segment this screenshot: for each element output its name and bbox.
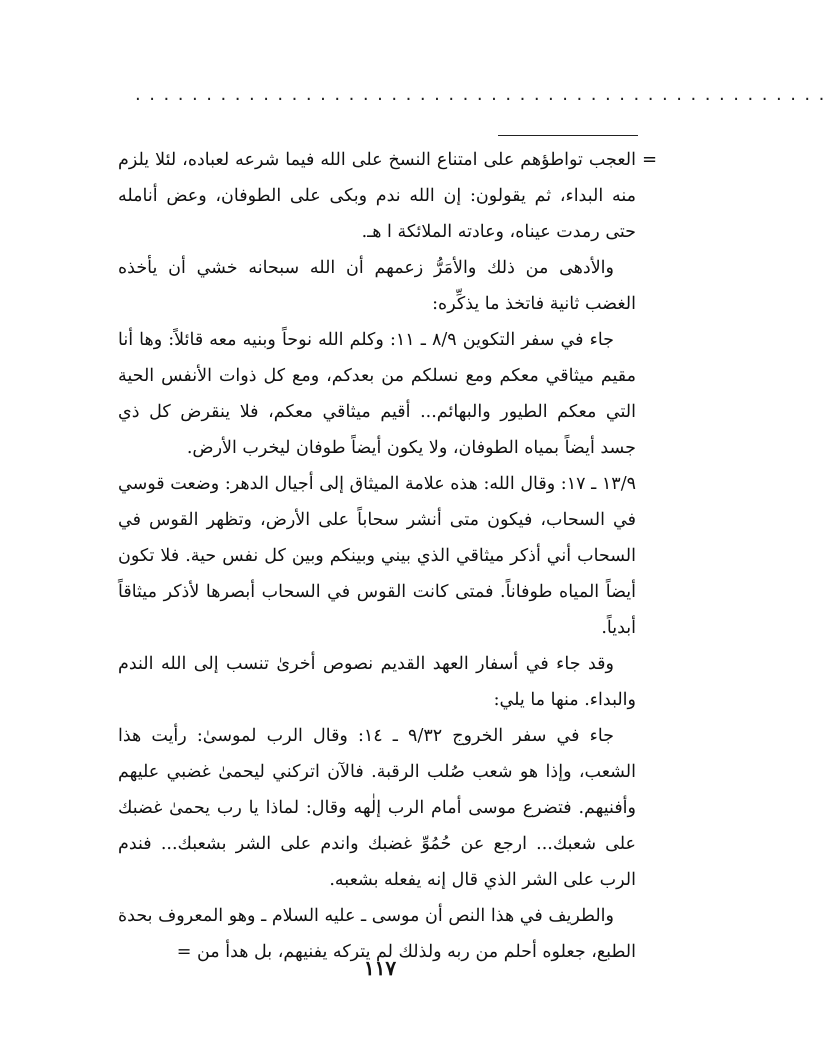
paragraph: والطريف في هذا النص أن موسى ـ عليه السلام ـ وهو المعروف بحدة الطبع، جعلوه أحلم من ربه ولذلك لم يتركه يفنيهم، بل هدأ من = — [118, 906, 636, 962]
footnote-continuation-marker: = — [642, 149, 658, 170]
paragraph: والأدهى من ذلك والأمَرُّ زعمهم أن الله سبحانه خشي أن يأخذه الغضب ثانية فاتخذ ما يذكِّره: — [118, 258, 636, 314]
paragraph: العجب تواطؤهم على امتناع النسخ على الله فيما شرعه لعباده، لئلا يلزم منه البداء، ثم يقولون: إن الله ندم وبكى على الطوفان، وعض أنامله حتى رمدت عيناه، وعادته الملائكة ا هـ. — [118, 150, 636, 242]
paragraph: جاء في سفر الخروج ٩/٣٢ ـ ١٤: وقال الرب لموسىٰ: رأيت هذا الشعب، وإذا هو شعب صُلب الرقبة. فالآن اتركني ليحمىٰ غضبي عليهم وأفنيهم. فتضرع موسى أمام الرب إلٰهه وقال: لماذا يا رب يحمىٰ غضبك على شعبك... ارجع عن حُمُوِّ غضبك واندم على الشر بشعبك... فندم الرب على الشر الذي قال إنه يفعله بشعبه. — [118, 726, 636, 890]
page-number: ١١٧ — [363, 956, 397, 980]
paragraph: جاء في سفر التكوين ٨/٩ ـ ١١: وكلم الله نوحاً وبنيه معه قائلاً: وها أنا مقيم ميثاقي معكم ومع نسلكم من بعدكم، ومع كل ذوات الأنفس الحية التي معكم الطيور والبهائم... أقيم ميثاقي معكم، فلا ينقرض كل ذي جسد أيضاً بمياه الطوفان، ولا يكون أيضاً طوفان ليخرب الأرض. — [118, 330, 636, 458]
separator-dots: . . . . . . . . . . . . . . . . . . . . . . . . . . . . . . . . . . . . . . . . . . . . . . . . . — [135, 84, 826, 105]
paragraph: ١٣/٩ ـ ١٧: وقال الله: هذه علامة الميثاق إلى أجيال الدهر: وضعت قوسي في السحاب، فيكون متى أنشر سحاباً على الأرض، وتظهر القوس في السحاب أني أذكر ميثاقي الذي بيني وبينكم وبين كل نفس حية. فلا تكون أيضاً المياه طوفاناً. فمتى كانت القوس في السحاب أبصرها لأذكر ميثاقاً أبدياً. — [118, 474, 636, 638]
footnote-rule — [498, 135, 638, 136]
paragraph: وقد جاء في أسفار العهد القديم نصوص أخرىٰ تنسب إلى الله الندم والبداء. منها ما يلي: — [118, 654, 636, 710]
footnote-body — [118, 142, 636, 970]
